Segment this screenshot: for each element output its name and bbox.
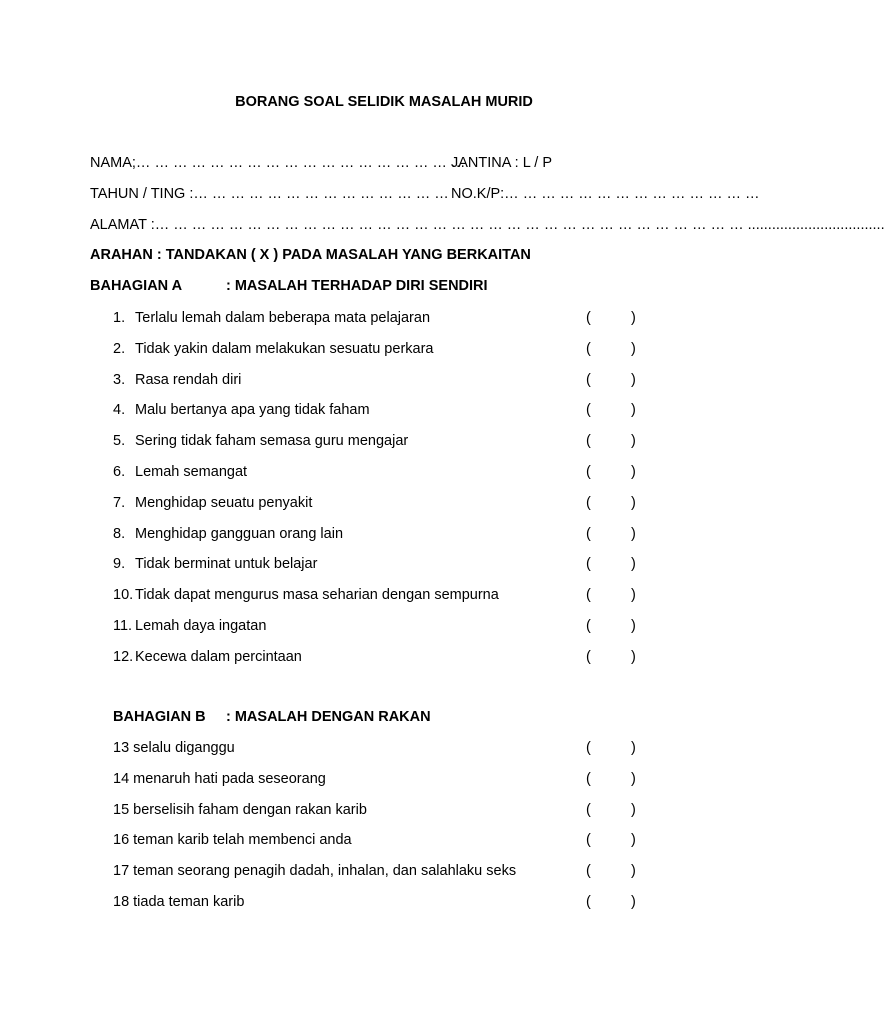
checkbox-open-paren[interactable]: (: [586, 648, 591, 665]
item-text: 18 tiada teman karib: [113, 894, 245, 910]
checkbox-open-paren[interactable]: (: [586, 464, 591, 480]
instruction-heading: ARAHAN : TANDAKAN ( X ) PADA MASALAH YANG BERKAITAN: [90, 247, 531, 263]
checkbox-close-paren[interactable]: ): [631, 340, 636, 357]
checkbox-open-paren[interactable]: (: [586, 740, 591, 756]
item-text: Kecewa dalam percintaan: [135, 648, 302, 665]
item-text: Terlalu lemah dalam beberapa mata pelajaran: [135, 310, 431, 326]
checkbox-close-paren[interactable]: ): [631, 371, 636, 388]
checkbox-open-paren[interactable]: (: [586, 894, 591, 910]
item-number: 10.: [113, 587, 134, 604]
item-number: 11.: [113, 618, 133, 634]
item-number: 9.: [113, 556, 126, 573]
checkbox-close-paren[interactable]: ): [631, 433, 636, 450]
item-number: 6.: [113, 464, 126, 480]
checkbox-open-paren[interactable]: (: [586, 402, 591, 419]
field-tahun: TAHUN / TING :… … … … … … … … … … … … … …: [90, 186, 449, 202]
field-nama: NAMA;… … … … … … … … … … … … … … … … … …: [90, 155, 466, 171]
checkbox-close-paren[interactable]: ): [631, 618, 636, 634]
field-jantina: JANTINA : L / P: [451, 155, 552, 171]
checkbox-close-paren[interactable]: ): [631, 894, 636, 910]
checkbox-open-paren[interactable]: (: [586, 832, 591, 849]
section-a-label: BAHAGIAN A: [90, 278, 183, 294]
checkbox-close-paren[interactable]: ): [631, 402, 636, 419]
section-a-heading: : MASALAH TERHADAP DIRI SENDIRI: [226, 278, 488, 294]
item-number: 4.: [113, 402, 126, 419]
item-text: 16 teman karib telah membenci anda: [113, 832, 352, 849]
checkbox-open-paren[interactable]: (: [586, 494, 591, 511]
checkbox-close-paren[interactable]: ): [631, 648, 636, 665]
checkbox-open-paren[interactable]: (: [586, 433, 591, 450]
item-text: Tidak dapat mengurus masa seharian dengan sempurna: [135, 587, 499, 604]
item-number: 2.: [113, 340, 126, 357]
checkbox-open-paren[interactable]: (: [586, 587, 591, 604]
checkbox-close-paren[interactable]: ): [631, 525, 636, 542]
item-text: Lemah semangat: [135, 464, 248, 480]
checkbox-open-paren[interactable]: (: [586, 556, 591, 573]
checkbox-open-paren[interactable]: (: [586, 770, 591, 787]
checkbox-open-paren[interactable]: (: [586, 801, 591, 818]
checkbox-close-paren[interactable]: ): [631, 556, 636, 573]
item-text: Lemah daya ingatan: [135, 618, 267, 634]
field-alamat: ALAMAT :… … … … … … … … … … … … … … … … … … … … … … … … … … … … … … … … ..................................: [90, 217, 885, 233]
item-text: 13 selalu diganggu: [113, 740, 235, 756]
item-text: Menghidap seuatu penyakit: [135, 494, 313, 511]
checkbox-open-paren[interactable]: (: [586, 618, 591, 634]
checkbox-close-paren[interactable]: ): [631, 740, 636, 756]
item-number: 3.: [113, 371, 126, 388]
item-text: 15 berselisih faham dengan rakan karib: [113, 801, 367, 818]
checkbox-close-paren[interactable]: ): [631, 863, 636, 880]
checkbox-open-paren[interactable]: (: [586, 371, 591, 388]
checkbox-open-paren[interactable]: (: [586, 863, 591, 880]
item-number: 12.: [113, 648, 134, 665]
checkbox-open-paren[interactable]: (: [586, 310, 591, 326]
checkbox-open-paren[interactable]: (: [586, 340, 591, 357]
checkbox-close-paren[interactable]: ): [631, 832, 636, 849]
checkbox-open-paren[interactable]: (: [586, 525, 591, 542]
page-title: BORANG SOAL SELIDIK MASALAH MURID: [235, 94, 533, 110]
item-text: Rasa rendah diri: [135, 371, 242, 388]
checkbox-close-paren[interactable]: ): [631, 310, 636, 326]
section-b-heading: : MASALAH DENGAN RAKAN: [226, 709, 431, 725]
item-text: 17 teman seorang penagih dadah, inhalan, dan salahlaku seks: [113, 863, 517, 880]
item-number: 7.: [113, 494, 126, 511]
field-nokp: NO.K/P:… … … … … … … … … … … … … …: [451, 186, 760, 202]
item-text: Tidak yakin dalam melakukan sesuatu perkara: [135, 340, 434, 357]
section-b-label: BAHAGIAN B: [113, 709, 206, 725]
item-number: 8.: [113, 525, 126, 542]
checkbox-close-paren[interactable]: ): [631, 494, 636, 511]
item-number: 1.: [113, 310, 126, 326]
item-text: Sering tidak faham semasa guru mengajar: [135, 433, 409, 450]
item-number: 5.: [113, 433, 126, 450]
checkbox-close-paren[interactable]: ): [631, 770, 636, 787]
checkbox-close-paren[interactable]: ): [631, 801, 636, 818]
item-text: Malu bertanya apa yang tidak faham: [135, 402, 370, 419]
item-text: Menghidap gangguan orang lain: [135, 525, 344, 542]
item-text: Tidak berminat untuk belajar: [135, 556, 318, 573]
checkbox-close-paren[interactable]: ): [631, 587, 636, 604]
item-text: 14 menaruh hati pada seseorang: [113, 770, 326, 787]
checkbox-close-paren[interactable]: ): [631, 464, 636, 480]
